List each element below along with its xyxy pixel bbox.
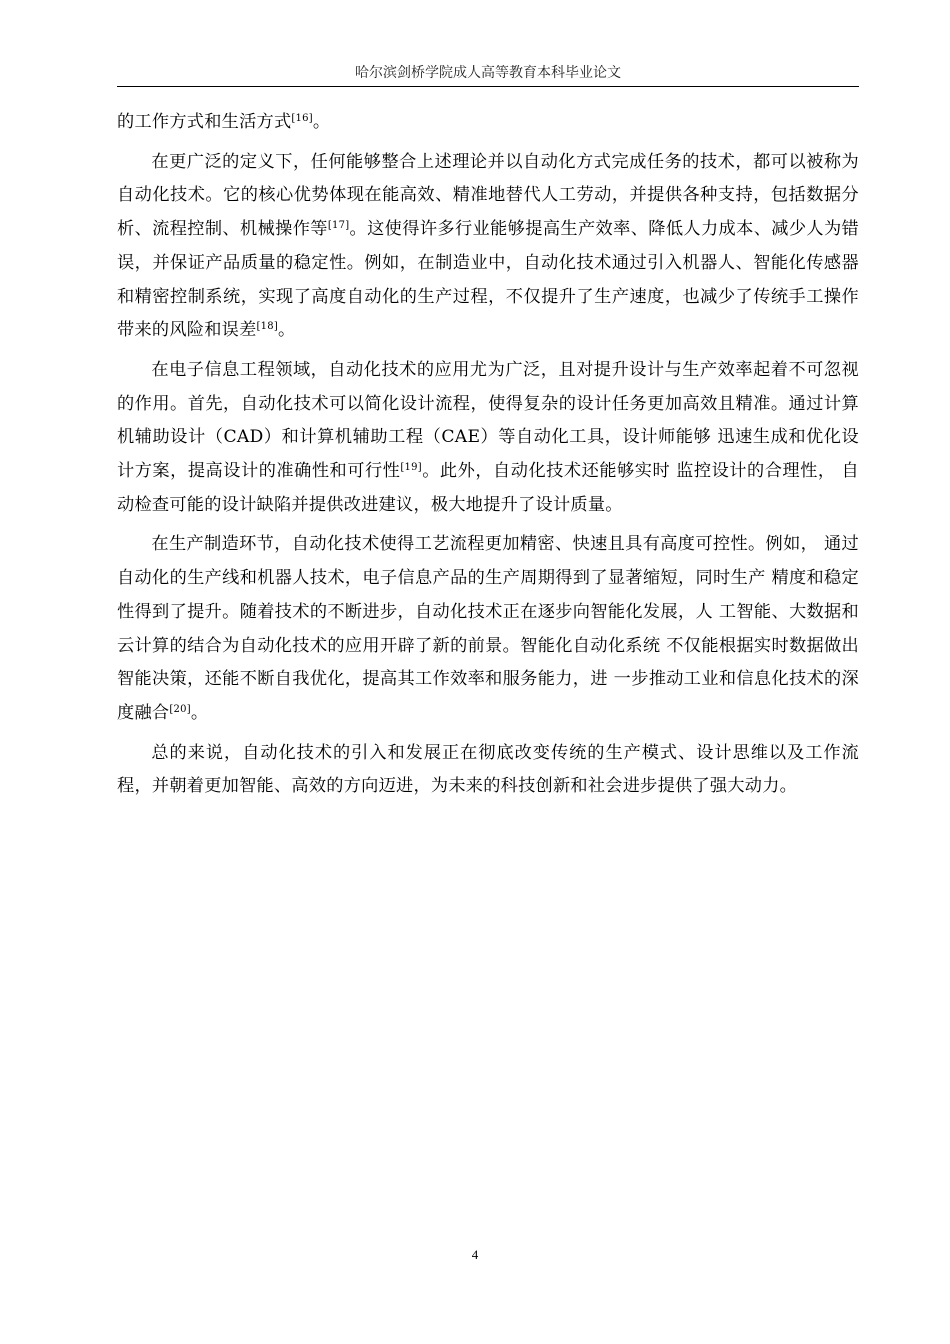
text-run: 。 — [312, 112, 331, 132]
header-divider — [117, 86, 859, 87]
paragraph — [117, 528, 859, 730]
citation-marker: [17] — [327, 220, 350, 232]
citation-marker: [18] — [256, 321, 279, 333]
citation-marker: [16] — [291, 113, 313, 124]
text-run: 。这使得许多行业能够提高生产效率、降低人力成本、减少人为错误，并保证产品质量的稳定性。例如，在制造业中，自动化技术通过引入机器人、智能化传感器和精密控制系统，实现了高度自动化的生产过程，不仅提升了生产速度，也减少了传统手工操作带来的风险和误差 — [117, 219, 859, 341]
text-run: 总的来说，自动化技术的引入和发展正在彻底改变传统的生产模式、设计思维以及工作流程，并朝着更加智能、高效的方向迈进，为未来的科技创新和社会进步提供了强大动力。 — [117, 742, 859, 797]
text-run: 在电子信息工程领域，自动化技术的应用尤为广泛，且对提升设计与生产效率起着不可忽视的作用。首先，自动化技术可以简化设计流程，使得复杂的设计任务更加高效且精准。通过计算机辅助设计（CAD）和计算机辅助工程（CAE）等自动化工具，设计师能够 迅速生成和优化设计方案，提高设计的准确性和可行性 — [117, 359, 859, 482]
paragraph — [117, 354, 859, 523]
page-number: 4 — [471, 1247, 479, 1262]
citation-marker: [20] — [169, 703, 191, 715]
citation-marker: [19] — [400, 462, 422, 474]
paragraph — [117, 146, 859, 348]
running-header: 哈尔滨剑桥学院成人高等教育本科毕业论文 — [355, 65, 621, 81]
body-text — [117, 106, 859, 810]
paragraph — [117, 737, 859, 804]
text-run: 。 — [278, 320, 296, 341]
text-run: 在生产制造环节，自动化技术使得工艺流程更加精密、快速且具有高度可控性。例如， 通过自动化的生产线和机器人技术，电子信息产品的生产周期得到了显著缩短，同时生产 精度和稳定性得到了提升。随着技术的不断进步，自动化技术正在逐步向智能化发展，人 工智能、大数据和云计算的结合为自动化技术的应用开辟了新的前景。智能化自动化系统 不仅能根据实时数据做出智能决策，还能不断自我优化，提高其工作效率和服务能力，进 一步推动工业和信息化技术的深度融合 — [117, 534, 859, 723]
paragraph — [117, 106, 859, 140]
text-run: 。此外，自动化技术还能够实时 监控设计的合理性， 自动检查可能的设计缺陷并提供改进建议，极大地提升了设计质量。 — [117, 461, 859, 515]
text-run: 的工作方式和生活方式 — [117, 112, 292, 132]
text-run: 。 — [190, 702, 209, 723]
text-run: 在更广泛的定义下，任何能够整合上述理论并以自动化方式完成任务的技术，都可以被称为自动化技术。它的核心优势体现在能高效、精准地替代人工劳动，并提供各种支持，包括数据分析、流程控制、机械操作等 — [117, 151, 859, 240]
